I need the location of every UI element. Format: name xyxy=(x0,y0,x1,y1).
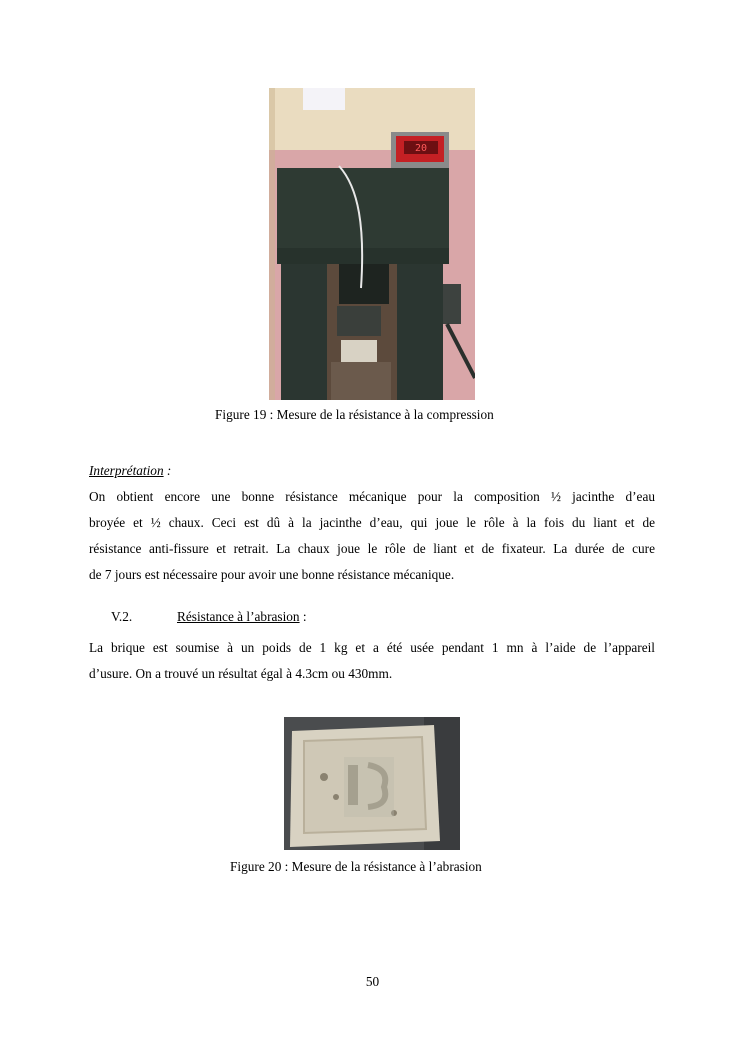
section-title xyxy=(177,609,307,625)
interpretation-label: Interprétation xyxy=(89,463,164,478)
interpretation-paragraph xyxy=(89,458,655,588)
section-title-text: Résistance à l’abrasion xyxy=(177,609,300,624)
compression-press-illustration xyxy=(269,88,475,400)
page-number: 50 xyxy=(365,974,380,989)
figure-20-caption: Figure 20 : Mesure de la résistance à l’abrasion xyxy=(230,859,482,874)
abraded-brick-illustration xyxy=(284,717,460,850)
abrasion-line-2: d’usure. On a trouvé un résultat égal à 4.3cm ou 430mm. xyxy=(89,666,393,681)
display-reading: 20 xyxy=(414,143,428,154)
section-title-suffix: : xyxy=(299,609,307,624)
interpretation-line-1: On obtient encore une bonne résistance mécanique pour la composition ½ jacinthe d’eau xyxy=(89,489,655,504)
figure-20-photo xyxy=(284,717,460,850)
figure-19-caption: Figure 19 : Mesure de la résistance à la compression xyxy=(215,407,494,422)
abrasion-line-1: La brique est soumise à un poids de 1 kg et a été usée pendant 1 mn à l’aide de l’appareil xyxy=(89,640,655,655)
interpretation-line-2: broyée et ½ chaux. Ceci est dû à la jacinthe d’eau, qui joue le rôle à la fois du liant et de xyxy=(89,515,655,530)
section-number: V.2. xyxy=(111,609,133,624)
interpretation-label-suffix: : xyxy=(163,463,172,478)
figure-19-photo xyxy=(269,88,475,400)
interpretation-line-4: de 7 jours est nécessaire pour avoir une bonne résistance mécanique. xyxy=(89,567,455,582)
interpretation-line-3: résistance anti-fissure et retrait. La chaux joue le rôle de liant et de fixateur. La durée de cure xyxy=(89,541,655,556)
abrasion-paragraph xyxy=(89,635,655,687)
